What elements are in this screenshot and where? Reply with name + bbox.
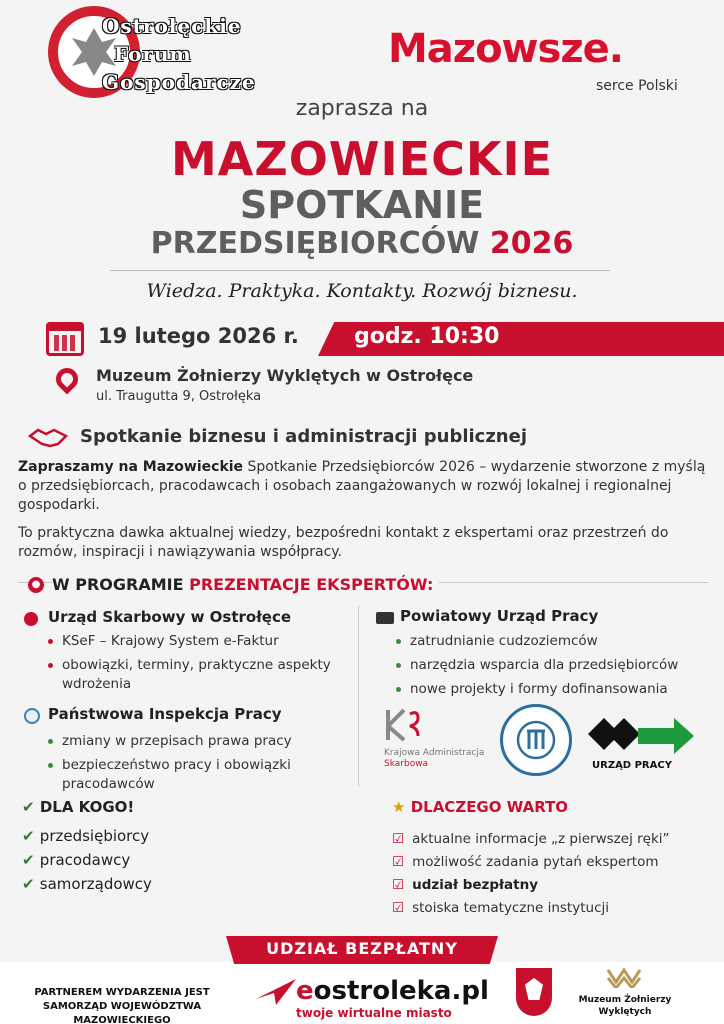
event-date: 19 lutego 2026 r. (98, 324, 299, 348)
event-time: godz. 10:30 (354, 324, 500, 349)
divider (110, 270, 610, 271)
check-icon: ✔ (22, 798, 35, 816)
title-line2: SPOTKANIE (239, 183, 485, 227)
audience-item: przedsiębiorcy (39, 827, 150, 845)
pup-logo-label: URZĄD PRACY (592, 760, 672, 771)
audience-list (22, 824, 152, 896)
intro-p1-bold: Zapraszamy na Mazowieckie (18, 459, 244, 475)
title-year: 2026 (489, 226, 574, 261)
column-divider (358, 606, 359, 786)
checkbox-icon: ☑ (392, 877, 405, 893)
mazowsze-tagline: serce Polski (596, 78, 678, 94)
museum-mark-icon (606, 966, 642, 988)
list-item (22, 824, 152, 848)
tax-office-icon (24, 612, 38, 626)
reason-item: stoiska tematyczne instytucji (412, 900, 609, 916)
audience-heading (22, 798, 134, 816)
list-item: zatrudnianie cudzoziemców (392, 632, 712, 651)
pup-logo (586, 712, 698, 774)
list-item (22, 872, 152, 896)
check-icon: ✔ (22, 875, 40, 893)
list-item (392, 897, 670, 920)
intro-heading: Spotkanie biznesu i administracji publicznej (80, 426, 528, 447)
reason-item: aktualne informacje „z pierwszej ręki” (412, 831, 670, 847)
pup-items (392, 632, 712, 704)
pup-name: Powiatowy Urząd Pracy (400, 607, 599, 625)
title-line1: MAZOWIECKIE (170, 132, 554, 186)
kas-line2: Skarbowa (384, 759, 429, 769)
intro-paragraph-2: To praktyczna dawka aktualnej wiedzy, bezpośredni kontakt z ekspertami oraz przestrzeń do rozmów, inspiracji i nawiązywania współpracy. (18, 525, 669, 560)
eostroleka-arrow-icon (256, 979, 296, 1005)
check-icon: ✔ (22, 827, 40, 845)
city-crest-icon (516, 968, 552, 1016)
list-item: KSeF – Krajowy System e-Faktur (44, 632, 344, 651)
labour-office-icon (376, 612, 394, 624)
reason-item: udział bezpłatny (412, 877, 539, 893)
list-item (392, 851, 670, 874)
invite-text: zaprasza na (295, 96, 429, 121)
title-line3 (0, 226, 724, 261)
pip-items (44, 732, 344, 799)
list-item: narzędzia wsparcia dla przedsiębiorców (392, 656, 712, 675)
audience-heading-text: DLA KOGO! (39, 798, 135, 816)
audience-item: samorządowcy (39, 875, 152, 893)
pip-logo (500, 704, 572, 776)
program-bullet-icon: ● (28, 577, 44, 593)
kas-line1: Krajowa Administracja (384, 748, 485, 758)
pip-name: Państwowa Inspekcja Pracy (48, 705, 282, 723)
us-items (44, 632, 344, 699)
checkbox-icon: ☑ (392, 831, 405, 847)
list-item: zmiany w przepisach prawa pracy (44, 732, 344, 751)
reasons-heading-text: DLACZEGO WARTO (410, 798, 569, 816)
mazowsze-logo: Mazowsze. (388, 26, 623, 72)
inspection-icon (24, 708, 40, 724)
list-item (392, 874, 670, 897)
free-entry-text: UDZIAŁ BEZPŁATNY (266, 939, 458, 958)
check-icon: ✔ (22, 851, 40, 869)
reasons-heading (392, 798, 568, 816)
title-line3-text: PRZEDSIĘBIORCÓW (150, 226, 480, 261)
museum-logo-text: Muzeum Żołnierzy Wyklętych (578, 995, 672, 1017)
list-item: obowiązki, terminy, praktyczne aspekty wdrożenia (44, 656, 344, 694)
partner-text: PARTNEREM WYDARZENIA JEST SAMORZĄD WOJEWÓDZTWA MAZOWIECKIEGO (34, 987, 210, 1024)
pip-seal-icon (503, 707, 569, 773)
us-name: Urząd Skarbowy w Ostrołęce (48, 608, 292, 626)
location-pin-icon (51, 363, 82, 394)
eostroleka-e: e (296, 976, 314, 1006)
eostroleka-name: ostroleka.pl (313, 976, 489, 1006)
star-icon: ★ (392, 798, 406, 816)
ofg-line3: Gospodarcze (102, 70, 256, 94)
reasons-list (392, 828, 670, 920)
event-venue: Muzeum Żołnierzy Wyklętych w Ostrołęce (96, 366, 474, 385)
program-heading-red: PREZENTACJE EKSPERTÓW: (189, 575, 434, 594)
checkbox-icon: ☑ (392, 900, 405, 916)
ofg-logo (48, 6, 298, 98)
kas-mark-icon (384, 708, 424, 742)
calendar-icon (46, 322, 84, 356)
program-heading-black: W PROGRAMIE (52, 575, 184, 594)
ofg-line2: Forum (114, 42, 192, 66)
intro-p1-rest: Spotkanie Przedsiębiorców 2026 – wydarzenie stworzone z myślą o przedsiębiorcach, pracodawcach i osobach zaangażowanych w rozwój lokalnej i regionalnej gospodarki. (18, 459, 706, 513)
list-item (392, 828, 670, 851)
list-item: bezpieczeństwo pracy i obowiązki pracodawców (44, 756, 344, 794)
reason-item: możliwość zadania pytań ekspertom (412, 854, 659, 870)
tagline: Wiedza. Praktyka. Kontakty. Rozwój biznesu. (146, 280, 578, 302)
audience-item: pracodawcy (39, 851, 131, 869)
kas-logo (380, 708, 490, 770)
program-heading (52, 575, 439, 594)
pup-arrow-icon (586, 712, 698, 760)
list-item: nowe projekty i formy dofinansowania (392, 680, 712, 699)
handshake-icon (28, 426, 68, 448)
checkbox-icon: ☑ (392, 854, 405, 870)
intro-paragraph-1 (18, 458, 708, 515)
list-item (22, 848, 152, 872)
ofg-line1: Ostrołęckie (102, 14, 242, 38)
eostroleka-sub: twoje wirtualne miasto (296, 1006, 452, 1020)
event-address: ul. Traugutta 9, Ostrołęka (96, 389, 262, 404)
eostroleka-logo (256, 976, 489, 1006)
